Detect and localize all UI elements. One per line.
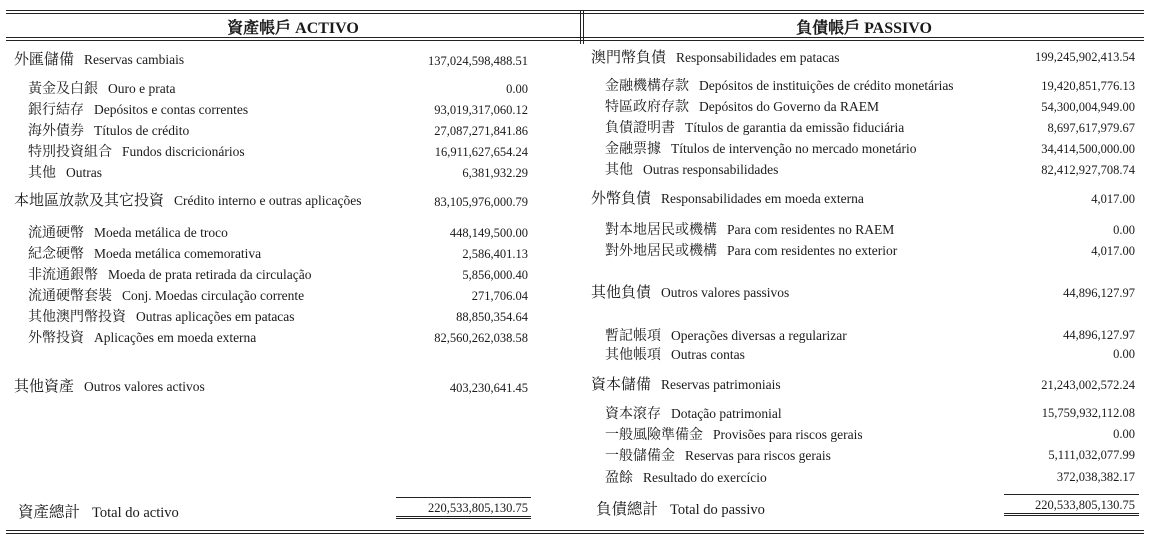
row-label-pt: Conj. Moedas circulação corrente (122, 288, 305, 303)
passivo-total-row (596, 497, 765, 519)
row-label-pt: Moeda metálica comemorativa (94, 246, 262, 261)
passivo-row (605, 470, 767, 487)
row-label-pt: Outros valores activos (84, 379, 205, 394)
row-label-pt: Para com residentes no RAEM (727, 222, 895, 237)
bottom-rule-inner (6, 533, 1144, 534)
passivo-row (605, 347, 745, 364)
row-label-zh: 外幣負債 (591, 191, 652, 207)
passivo-row (591, 50, 839, 66)
row-label-zh: 其他 (605, 163, 633, 178)
row-label-pt: Moeda de prata retirada da circulação (108, 267, 312, 282)
row-amount: 15,759,932,112.08 (1041, 406, 1135, 420)
row-label-zh: 金融票據 (605, 142, 661, 157)
row-amount: 0.00 (506, 82, 528, 96)
bottom-rule (6, 530, 1144, 531)
row-label-pt: Outras responsabilidades (643, 162, 779, 177)
row-label-zh: 海外債券 (28, 124, 84, 139)
row-label-zh: 流通硬幣 (28, 226, 84, 241)
row-amount: 88,850,354.64 (456, 310, 528, 324)
activo-row (28, 225, 228, 242)
activo-row (28, 165, 102, 182)
row-label-zh: 特別投資組合 (28, 145, 112, 160)
row-amount: 34,414,500,000.00 (1041, 142, 1135, 156)
row-label-zh: 金融機構存款 (605, 79, 689, 94)
activo-header: 資產帳戶 ACTIVO (227, 20, 359, 37)
passivo-row (605, 243, 897, 260)
row-label-zh: 資本滾存 (605, 407, 661, 422)
row-label-zh: 其他澳門幣投資 (28, 310, 126, 325)
row-label-zh: 本地區放款及其它投資 (14, 193, 165, 209)
row-amount: 44,896,127.97 (1063, 286, 1135, 300)
row-label-pt: Outros valores passivos (661, 285, 790, 300)
row-label-zh: 外匯儲備 (14, 52, 75, 68)
row-label-pt: Depósitos do Governo da RAEM (699, 99, 879, 114)
top-rule (6, 10, 1144, 11)
row-amount: 54,300,004,949.00 (1041, 100, 1135, 114)
passivo-row (591, 285, 789, 301)
row-label-zh: 其他負債 (591, 285, 652, 301)
row-amount: 372,038,382.17 (1056, 470, 1135, 484)
row-label-zh: 非流通銀幣 (28, 268, 98, 283)
activo-row (28, 309, 295, 326)
row-label-zh: 盈餘 (605, 471, 633, 486)
total-label-zh: 資產總計 (18, 504, 81, 521)
row-label-zh: 對本地居民或機構 (605, 223, 717, 238)
row-amount: 44,896,127.97 (1063, 328, 1135, 342)
passivo-row (605, 427, 863, 444)
row-amount: 82,412,927,708.74 (1041, 163, 1135, 177)
row-amount: 5,856,000.40 (462, 268, 528, 282)
activo-row (28, 102, 248, 119)
activo-row (28, 330, 256, 347)
passivo-row (605, 78, 954, 95)
total-label-pt: Total do passivo (670, 502, 765, 518)
total-label-zh: 負債總計 (596, 501, 659, 518)
row-label-zh: 銀行結存 (28, 103, 84, 118)
passivo-total-amount: 220,533,805,130.75 (1035, 498, 1135, 512)
row-amount: 6,381,932.29 (462, 166, 528, 180)
header-rule-inner (6, 40, 1144, 41)
passivo-row (591, 191, 864, 207)
row-label-zh: 資本儲備 (591, 377, 652, 393)
row-amount: 0.00 (1113, 427, 1135, 441)
activo-row (14, 379, 205, 395)
row-label-zh: 對外地居民或機構 (605, 244, 717, 259)
row-label-pt: Outras aplicações em patacas (136, 309, 295, 324)
activo-row (28, 123, 189, 140)
row-label-pt: Depósitos de instituições de crédito monetárias (699, 78, 954, 93)
row-label-pt: Moeda metálica de troco (94, 225, 228, 240)
row-label-zh: 紀念硬幣 (28, 247, 84, 262)
activo-row (14, 193, 361, 209)
row-label-zh: 特區政府存款 (605, 100, 689, 115)
row-amount: 199,245,902,413.54 (1035, 50, 1135, 64)
row-amount: 448,149,500.00 (449, 226, 528, 240)
row-label-pt: Dotação patrimonial (671, 406, 782, 421)
row-label-pt: Para com residentes no exterior (727, 243, 898, 258)
row-label-pt: Reservas patrimoniais (661, 377, 781, 392)
row-label-zh: 黃金及白銀 (28, 82, 98, 97)
activo-row (28, 246, 261, 263)
passivo-row (605, 328, 847, 345)
row-label-pt: Ouro e prata (108, 81, 176, 96)
passivo-row (605, 120, 904, 137)
row-label-pt: Títulos de crédito (94, 123, 190, 138)
row-label-pt: Outras contas (671, 347, 745, 362)
row-label-zh: 一般風險準備金 (605, 428, 703, 443)
passivo-row (591, 377, 781, 393)
row-label-pt: Responsabilidades em patacas (676, 50, 840, 65)
row-amount: 5,111,032,077.99 (1048, 448, 1135, 462)
row-label-pt: Aplicações em moeda externa (94, 330, 257, 345)
row-amount: 403,230,641.45 (449, 381, 528, 395)
row-amount: 93,019,317,060.12 (434, 103, 528, 117)
activo-row (28, 144, 245, 161)
row-label-pt: Operações diversas a regularizar (671, 328, 847, 343)
top-rule-inner (6, 13, 1144, 14)
row-label-zh: 澳門幣負債 (591, 50, 667, 66)
row-label-pt: Depósitos e contas correntes (94, 102, 249, 117)
passivo-row (605, 162, 778, 179)
activo-row (14, 52, 184, 68)
row-amount: 0.00 (1113, 223, 1135, 237)
row-amount: 83,105,976,000.79 (434, 195, 528, 209)
row-label-pt: Crédito interno e outras aplicações (174, 193, 362, 208)
passivo-header: 負債帳戶 PASSIVO (796, 20, 932, 37)
row-label-zh: 其他資產 (14, 379, 75, 395)
passivo-row (605, 406, 782, 423)
row-amount: 27,087,271,841.86 (434, 124, 528, 138)
column-divider (580, 10, 581, 44)
activo-row (28, 267, 312, 284)
row-amount: 16,911,627,654.24 (434, 145, 528, 159)
row-amount: 137,024,598,488.51 (428, 54, 528, 68)
passivo-row (605, 448, 831, 465)
row-label-pt: Títulos de garantia da emissão fiduciária (685, 120, 905, 135)
activo-total-amount: 220,533,805,130.75 (428, 501, 528, 515)
row-amount: 8,697,617,979.67 (1047, 121, 1135, 135)
total-label-pt: Total do activo (92, 505, 179, 521)
activo-row (28, 288, 304, 305)
row-amount: 21,243,002,572.24 (1041, 378, 1135, 392)
row-label-pt: Reservas para riscos gerais (685, 448, 831, 463)
row-label-pt: Resultado do exercício (643, 470, 767, 485)
row-amount: 0.00 (1113, 347, 1135, 361)
activo-total-row (18, 500, 179, 522)
row-amount: 4,017.00 (1091, 244, 1135, 258)
row-label-pt: Reservas cambiais (84, 52, 185, 67)
activo-row (28, 81, 175, 98)
row-label-pt: Responsabilidades em moeda externa (661, 191, 864, 206)
row-label-zh: 其他 (28, 166, 56, 181)
passivo-row (605, 222, 894, 239)
row-label-zh: 流通硬幣套裝 (28, 289, 112, 304)
row-amount: 271,706.04 (471, 289, 528, 303)
row-amount: 19,420,851,776.13 (1041, 79, 1135, 93)
row-amount: 82,560,262,038.58 (434, 331, 528, 345)
row-label-pt: Provisões para riscos gerais (713, 427, 863, 442)
row-amount: 2,586,401.13 (462, 247, 528, 261)
row-label-pt: Títulos de intervenção no mercado monetário (671, 141, 917, 156)
row-label-zh: 暫記帳項 (605, 329, 661, 344)
row-amount: 4,017.00 (1091, 192, 1135, 206)
row-label-pt: Fundos discricionários (122, 144, 245, 159)
row-label-zh: 一般儲備金 (605, 449, 675, 464)
row-label-zh: 外幣投資 (28, 331, 84, 346)
passivo-row (605, 141, 917, 158)
row-label-zh: 負債證明書 (605, 121, 675, 136)
row-label-pt: Outras (66, 165, 102, 180)
row-label-zh: 其他帳項 (605, 348, 661, 363)
passivo-row (605, 99, 879, 116)
